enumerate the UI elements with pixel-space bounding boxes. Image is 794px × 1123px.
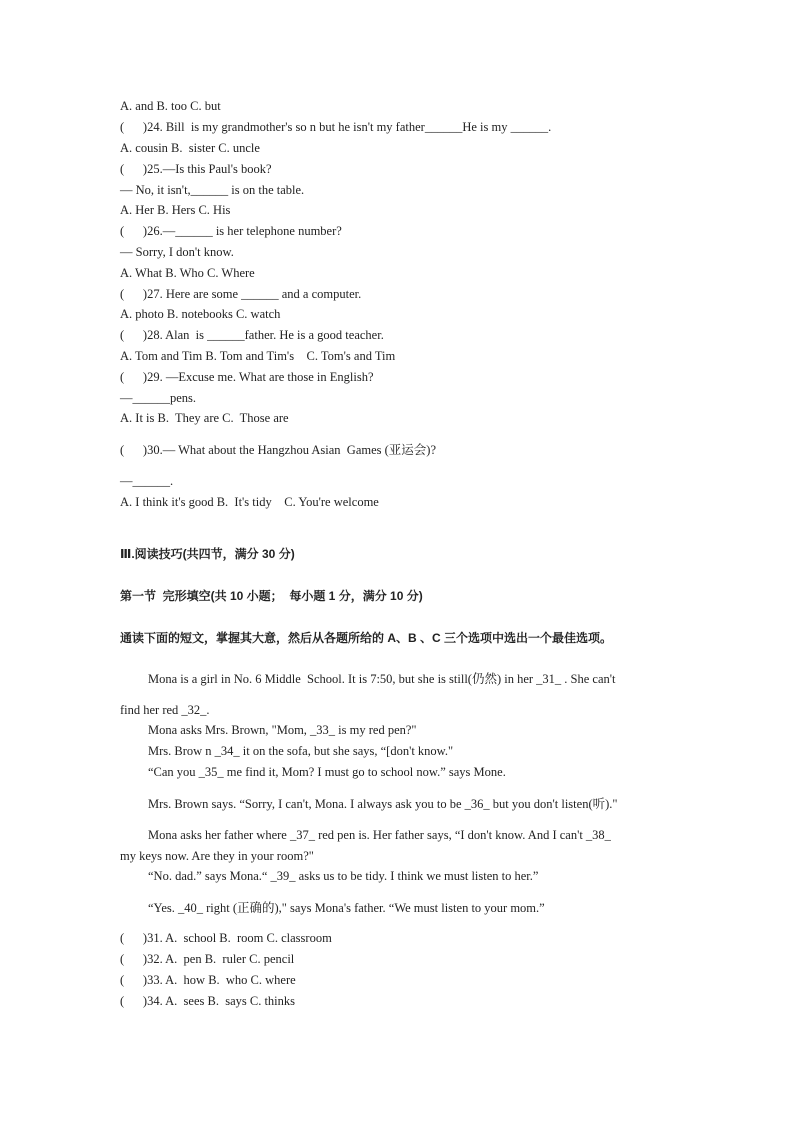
question-26: ( )26.—______ is her telephone number? xyxy=(120,224,342,238)
instruction: 通读下面的短文，掌握其大意，然后从各题所给的 A、B 、C 三个选项中选出一个最佳选项。 xyxy=(120,631,613,645)
passage-line-8: my keys now. Are they in your room?" xyxy=(120,849,314,863)
passage-line-10: “Yes. _40_ right (正确的)," says Mona's father. “We must listen to your mom.” xyxy=(148,901,545,915)
question-27: ( )27. Here are some ______ and a computer. xyxy=(120,287,362,301)
passage-line-2: find her red _32_. xyxy=(120,703,210,717)
part1-title: 第一节 完形填空(共 10 小题； 每小题 1 分，满分 10 分) xyxy=(120,589,423,603)
passage-line-7: Mona asks her father where _37_ red pen is. Her father says, “I don't know. And I can't _38_ xyxy=(148,828,611,842)
question-25: ( )25.—Is this Paul's book? xyxy=(120,162,272,176)
question-28: ( )28. Alan is ______father. He is a good teacher. xyxy=(120,328,384,342)
options-q23: A. and B. too C. but xyxy=(120,99,221,113)
question-33: ( )33. A. how B. who C. where xyxy=(120,973,296,987)
options-q25: A. Her B. Hers C. His xyxy=(120,203,231,217)
question-29: ( )29. —Excuse me. What are those in English? xyxy=(120,370,374,384)
options-q30: A. I think it's good B. It's tidy C. You're welcome xyxy=(120,495,379,509)
question-24: ( )24. Bill is my grandmother's so n but he isn't my father______He is my ______. xyxy=(120,120,552,134)
options-q26: A. What B. Who C. Where xyxy=(120,266,255,280)
question-34: ( )34. A. sees B. says C. thinks xyxy=(120,994,295,1008)
passage-line-6: Mrs. Brown says. “Sorry, I can't, Mona. I always ask you to be _36_ but you don't listen(听)." xyxy=(148,797,618,811)
section-title: Ⅲ.阅读技巧(共四节，满分 30 分) xyxy=(120,547,295,561)
passage-line-5: “Can you _35_ me find it, Mom? I must go to school now.” says Mone. xyxy=(148,765,506,779)
question-30-answer-line: —______. xyxy=(120,474,174,488)
question-31: ( )31. A. school B. room C. classroom xyxy=(120,931,332,945)
question-26-answer-line: — Sorry, I don't know. xyxy=(120,245,234,259)
question-25-answer-line: — No, it isn't,______ is on the table. xyxy=(120,183,305,197)
options-q27: A. photo B. notebooks C. watch xyxy=(120,307,281,321)
question-29-answer-line: —______pens. xyxy=(120,391,197,405)
options-q28: A. Tom and Tim B. Tom and Tim's C. Tom's and Tim xyxy=(120,349,396,363)
passage-line-9: “No. dad.” says Mona.“ _39_ asks us to be tidy. I think we must listen to her.” xyxy=(148,869,539,883)
question-30: ( )30.— What about the Hangzhou Asian Games (亚运会)? xyxy=(120,443,437,457)
question-32: ( )32. A. pen B. ruler C. pencil xyxy=(120,952,295,966)
options-q24: A. cousin B. sister C. uncle xyxy=(120,141,260,155)
passage-line-1: Mona is a girl in No. 6 Middle School. It is 7:50, but she is still(仍然) in her _31_ . She can't xyxy=(148,672,616,686)
options-q29: A. It is B. They are C. Those are xyxy=(120,411,289,425)
passage-line-3: Mona asks Mrs. Brown, "Mom, _33_ is my red pen?" xyxy=(148,723,417,737)
passage-line-4: Mrs. Brow n _34_ it on the sofa, but she says, “[don't know." xyxy=(148,744,454,758)
